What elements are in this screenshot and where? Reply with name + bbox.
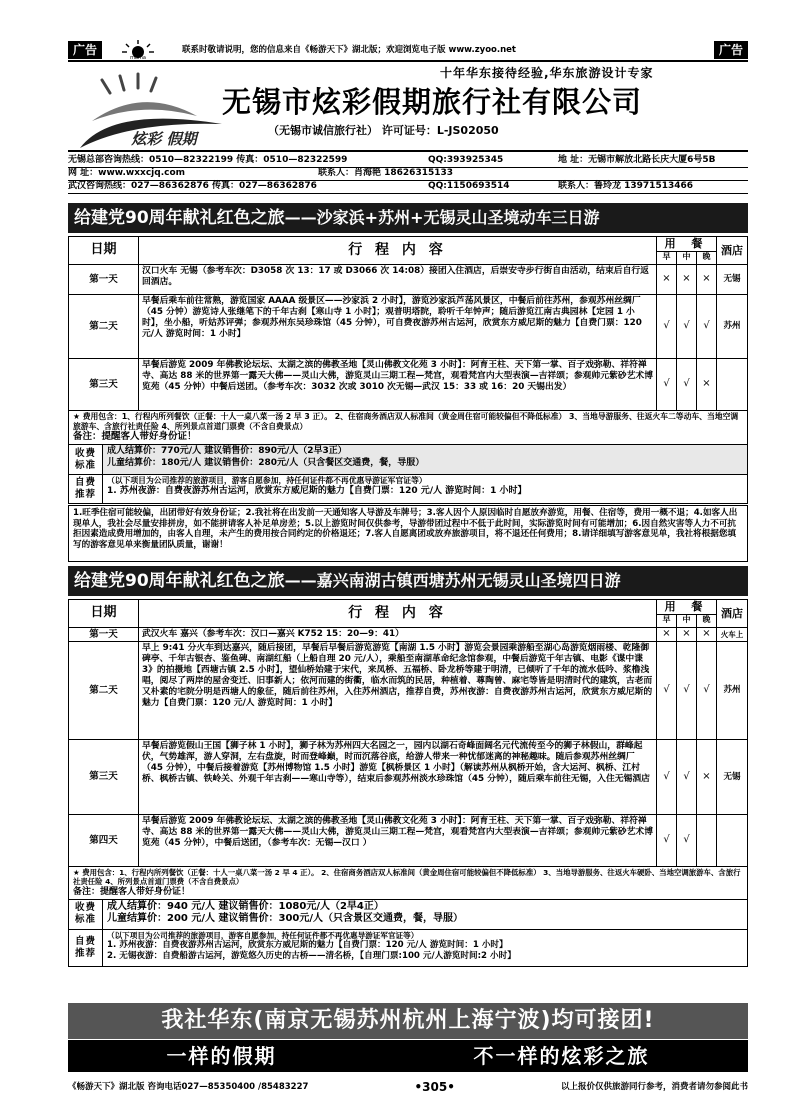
meal-cell: √ [657, 740, 677, 814]
date-header: 日期 [69, 237, 139, 264]
meal-title: 用 餐 [657, 600, 716, 615]
price-label-1: 收费 [74, 902, 96, 914]
table-row [69, 628, 747, 642]
day-text: 早餐后游览 2009 年佛教论坛坛、太湖之滨的佛教圣地【灵山佛教文化苑 3 小时】：阿育王柱、天下第一掌、百子戏弥勒、祥符禅寺、高达 88 米的世界第一露天大佛——灵山大佛，游览灵山三期工程—梵宫，观看梵宫内大型表演—吉祥颂；参观帅元紫砂艺术博览苑（45 分钟）中餐后送团。（参考车次：3032 次或 3010 次无锡—武汉 15：33 或 16：20 天锡出发） [139, 359, 657, 410]
meal-cell [697, 815, 717, 866]
tour2-title-right: ——嘉兴南湖古镇西塘苏州无锡灵山圣境四日游 [284, 571, 621, 590]
self-label-1: 自费 [74, 477, 96, 489]
hotel-cell: 苏州 [723, 685, 741, 696]
self-note: （以下项目为公司推荐的旅游项目，游客自愿参加，持任何证件都不再优惠导游证军官证等） [107, 476, 427, 486]
price-label-2: 标准 [74, 914, 96, 926]
terms-block: 1.旺季住宿可能较偏，出团带好有效身份证；2.我社将在出发前一天通知客人导游及车牌号；3.客人因个人原因临时自愿放弃游览，用餐、住宿等，费用一概不退；4.如客人出现单人，我社会尽量安排拼房，如不能拼请客人补足单房差；5.以上游览时间仅供参考，导游带团过程中不低于此时间，实际游览时间有可能增加；6.因自然灾害等人力不可抗拒因素造成费用增加的，由客人自理，未产生的费用按合同约定的价格退还；7.客人自愿离团或放弃旅游项目，将不退还任何费用；8.请详细填写游客意见单，我社将根据您填写的游客意见单来衡量团队质量，谢谢！ [68, 505, 748, 562]
selfpay-section [69, 930, 747, 966]
hotel-cell: 无锡 [723, 771, 741, 782]
price-adult: 成人结算价：770元/人 建议销售价：890元/人（2早3正） [107, 446, 347, 457]
day-label: 第四天 [69, 815, 139, 866]
meal-cell: × [697, 359, 717, 410]
company-tagline: 十年华东接待经验,华东旅游设计专家 [440, 66, 654, 80]
footer-left: 《畅游天下》湖北版 咨询电话027—85350400 /85483227 [68, 1082, 309, 1093]
self-label-2: 推荐 [74, 489, 96, 501]
hotel-header: 酒店 [721, 243, 743, 257]
contact-address: 地 址：无锡市解放北路长庆大厦6号5B [558, 155, 716, 165]
company-logo [72, 66, 232, 156]
meal-cell: √ [677, 295, 697, 358]
day-label: 第三天 [69, 740, 139, 814]
day-label: 第二天 [69, 295, 139, 358]
small-logo-icon [118, 38, 158, 60]
meal-l: 中 [677, 615, 697, 627]
table-row [69, 740, 747, 815]
meal-cell: × [677, 628, 697, 641]
date-header: 日期 [69, 600, 139, 627]
meal-header [657, 237, 717, 264]
contact-wuhan: 武汉咨询热线：027—86362876 传真：027—86362876 [68, 181, 317, 191]
itinerary-header: 行 程 内 容 [139, 600, 657, 627]
day-text: 早餐后乘车前往常熟，游览国家 AAAA 级景区——沙家浜 2 小时】，游览沙家浜芦荡风景区，中餐后前往苏州，参观苏州丝绸厂（45 分钟）游览诗人张继笔下的千年古刹【寒山寺 1 小时】；观普明塔院，聆听千年钟声；随后游览江南古典园林【定园 1 小时】，坐小船，听姑苏评弹；参观苏州东吴珍珠馆（45 分钟），可自费夜游苏州古运河，欣赏东方威尼斯的魅力【自费门票：120 元/人 游览时间：1 小时】 [139, 295, 657, 358]
contact-block [68, 150, 748, 194]
price-label-2: 标准 [74, 459, 96, 471]
day-label: 第二天 [69, 642, 139, 739]
day-text: 早餐后游览 2009 年佛教论坛坛、太湖之滨的佛教圣地【灵山佛教文化苑 3 小时】：阿育王柱、天下第一掌、百子戏弥勒、祥符禅寺、高达 88 米的世界第一露天大佛——灵山大佛，游览灵山三期工程—梵宫，观看梵宫内大型表演—吉祥颂；参观帅元紫砂艺术博览苑（45 分钟），中餐后送团，（参考车次：无锡—汉口 ） [139, 815, 657, 866]
table-row [69, 359, 747, 411]
meal-cell: √ [677, 740, 697, 814]
self-item: 1. 苏州夜游：自费夜游苏州古运河，欣赏东方威尼斯的魅力【自费门票：120 元/人 游览时间：1 小时】 [107, 940, 508, 951]
meal-header [657, 600, 717, 627]
contact-person: 联系人：肖海艳 18626315133 [318, 168, 454, 178]
day-text: 汉口火车 无锡（参考车次：D3058 次 13：17 或 D3066 次 14:08）接团入住酒店，后崇安寺步行街自由活动，结束后自行返回酒店。 [139, 265, 657, 294]
meal-title: 用 餐 [657, 237, 716, 252]
ad-label-right: 广告 [714, 41, 748, 59]
tour1-title [68, 203, 748, 233]
fees-text: ★ 费用包含：1、行程内所列餐饮（正餐：十人一桌八菜一汤 2 早 3 正）。 2、住宿商务酒店双人标准间（黄金周住宿可能较偏但不降低标准） 3、当地导游服务、往返火车二等动车、当地空调旅游车、含旅行社责任险 4、所列景点首道门票费（不含自费景点） [73, 412, 739, 431]
meal-cell: √ [697, 295, 717, 358]
price-section [69, 445, 747, 475]
top-line: 联系时敬请说明，您的信息来自《畅游天下》湖北版；欢迎浏览电子版 www.zyoo.net [182, 44, 516, 55]
fees-note [69, 867, 747, 900]
meal-cell: √ [657, 642, 677, 739]
meal-b: 早 [657, 252, 677, 264]
company-subname: （无锡市诚信旅行社） 许可证号：L-JS02050 [268, 124, 499, 137]
self-label-1: 自费 [74, 935, 96, 947]
meal-d: 晚 [702, 615, 711, 624]
day-text: 早餐后游览假山王国【狮子林 1 小时】，狮子林为苏州四大名园之一，园内以湖石奇峰面阔名元代流传至今的狮子林假山，群峰起伏，气势雄浑，游人穿洞，左右盘旋，时而登峰巅，时而沉落谷底，给游人带来一种忧郁迷离的神秘趣味。随后参观苏州丝绸厂（45 分钟），中餐后接着游览【苏州博物馆 1.5 小时】游览【枫桥景区 1 小时】（解读苏州从枫桥开始，含大运河、枫桥、江村桥、枫桥古镇、铁岭关、外观千年古刹——寒山寺等），结束后参观苏州淡水珍珠馆（45 分钟），随后乘车前往无锡，入住无锡酒店 [139, 740, 657, 814]
tour2-table [68, 599, 748, 967]
meal-cell: √ [677, 815, 697, 866]
meal-cell: √ [677, 642, 697, 739]
table-row [69, 815, 747, 867]
hotel-cell: 苏州 [723, 321, 741, 332]
meal-b: 早 [657, 615, 677, 627]
meal-cell: × [697, 740, 717, 814]
page-number: •305• [414, 1080, 455, 1094]
contact-qq2: QQ:1150693514 [428, 181, 510, 191]
page-footer [68, 1080, 748, 1095]
hotel-cell: 无锡 [723, 274, 741, 285]
remark-text: 备注：提醒客人带好身份证！ [73, 431, 197, 443]
hotel-cell [717, 359, 747, 410]
price-section [69, 900, 747, 930]
meal-cell: √ [657, 295, 677, 358]
self-item: 2. 无锡夜游：自费船游古运河，游览悠久历史的古桥——清名桥，【自理门票:100 元/人游览时间:2 小时】 [107, 950, 516, 961]
tour1-title-right: ——沙家浜+苏州+无锡灵山圣境动车三日游 [284, 208, 600, 227]
tour1-header [69, 237, 747, 265]
price-child: 儿童结算价：200 元/人 建议销售价：300元/人（只含景区交通费，餐，导服） [107, 913, 464, 925]
tour2-title [68, 566, 748, 596]
slogan-left: 一样的假期 [166, 1044, 277, 1068]
day-label: 第一天 [69, 628, 139, 641]
remark-text: 备注：提醒客人带好身份证！ [73, 886, 191, 897]
day-text: 武汉火车 嘉兴（参考车次：汉口—嘉兴 K752 15：20—9：41） [139, 628, 657, 641]
day-label: 第三天 [69, 359, 139, 410]
hotel-header: 酒店 [721, 606, 743, 620]
contact-hotline: 无锡总部咨询热线：0510—82322199 传真：0510—82322599 [68, 155, 348, 165]
small-logo-text: mama [130, 55, 146, 60]
table-row [69, 642, 747, 740]
self-note: （以下项目为公司推荐的旅游项目，游客自愿参加，持任何证件都不再优惠导游证军官证等） [107, 930, 419, 940]
tour1-title-left: 给建党90周年献礼红色之旅 [74, 208, 285, 228]
price-adult: 成人结算价：940 元/人 建议销售价：1080元/人（2早4正） [107, 900, 384, 912]
meal-cell: √ [657, 359, 677, 410]
day-label: 第一天 [69, 265, 139, 294]
contact-website[interactable]: 网 址：www.wxxcjq.com [68, 168, 186, 178]
selfpay-section [69, 475, 747, 503]
tour2-title-left: 给建党90周年献礼红色之旅 [74, 571, 285, 591]
meal-cell: √ [657, 815, 677, 866]
hotel-cell: 火车上 [720, 629, 744, 639]
meal-cell: √ [677, 359, 697, 410]
hotel-cell [717, 815, 747, 866]
contact-person2: 联系人：鲁玲龙 13971513466 [558, 181, 694, 191]
ad-label-left: 广告 [68, 41, 102, 59]
meal-cell: × [657, 628, 677, 641]
meal-l: 中 [677, 252, 697, 264]
top-bar [68, 40, 748, 62]
price-label-1: 收费 [74, 447, 96, 459]
company-name: 无锡市炫彩假期旅行社有限公司 [222, 85, 643, 119]
table-row [69, 295, 747, 359]
slogan-right: 不一样的炫彩之旅 [473, 1044, 650, 1068]
footer-right: 以上报价仅供旅游同行参考，消费者请勿参阅此书 [560, 1082, 748, 1093]
banner-reception: 我社华东(南京无锡苏州杭州上海宁波)均可接团! [68, 1003, 748, 1039]
table-row [69, 265, 747, 295]
fees-note [69, 411, 747, 445]
meal-cell: × [677, 265, 697, 294]
meal-cell: × [697, 265, 717, 294]
price-child: 儿童结算价：180元/人 建议销售价：280元/人（只含餐区交通费，餐，导服） [107, 457, 425, 468]
logo-text: 炫彩 假期 [131, 130, 197, 148]
tour2-header [69, 600, 747, 628]
fees-text: ★ 费用包含：1、行程内所列餐饮（正餐：十人一桌八菜一汤 2 早 4 正）。 2、住宿商务酒店双人标准间（黄金周住宿可能较偏但不降低标准） 3、当地导游服务、往返火车硬卧、当地空调旅游车、含旅行社责任险 4、所列景点首道门票费（不含自费景点） [73, 868, 741, 887]
itinerary-header: 行 程 内 容 [139, 237, 657, 264]
meal-cell: × [697, 628, 717, 641]
contact-qq: QQ:393925345 [428, 155, 504, 165]
meal-cell: √ [697, 642, 717, 739]
banner-slogan [68, 1040, 748, 1072]
meal-cell: × [657, 265, 677, 294]
self-item: 1. 苏州夜游：自费夜游苏州古运河，欣赏东方威尼斯的魅力【自费门票：120 元/人 游览时间：1 小时】 [107, 486, 527, 497]
self-label-2: 推荐 [74, 947, 96, 959]
day-text: 早上 9:41 分火车到达嘉兴，随后接团，早餐后早餐后游览游览【南湖 1.5 小时】游览会景园乘游船至湖心岛游览烟雨楼、乾隆御碑亭、千年古银杏、鉴鱼碑、南湖红船（上船自理 20 元/人），乘船至南湖革命纪念馆参观，中餐后游览千年古镇、电影《谍中谍 3》的拍摄地【西塘古镇 2.5 小时】，望仙桥始建于宋代，来凤桥、五福桥、卧龙桥等建于明清，已倾听了千年的流水低吟、浆橹浅唱，阅尽了两岸的屋舍变迁、旧事新人；依河而建的街衢，临水而筑的民居，种植着、尊陶曾、麻宅等皆是明清时代的建筑，古老而又朴素的宅院分明是西塘人的象征，随后前往苏州，入住苏州酒店，推荐自费，苏州夜游：自费夜游苏州古运河，欣赏东方威尼斯的魅力【自费门票：120 元/人 游览时间：1 小时】 [139, 642, 657, 739]
tour1-table [68, 236, 748, 504]
meal-d: 晚 [702, 252, 711, 261]
